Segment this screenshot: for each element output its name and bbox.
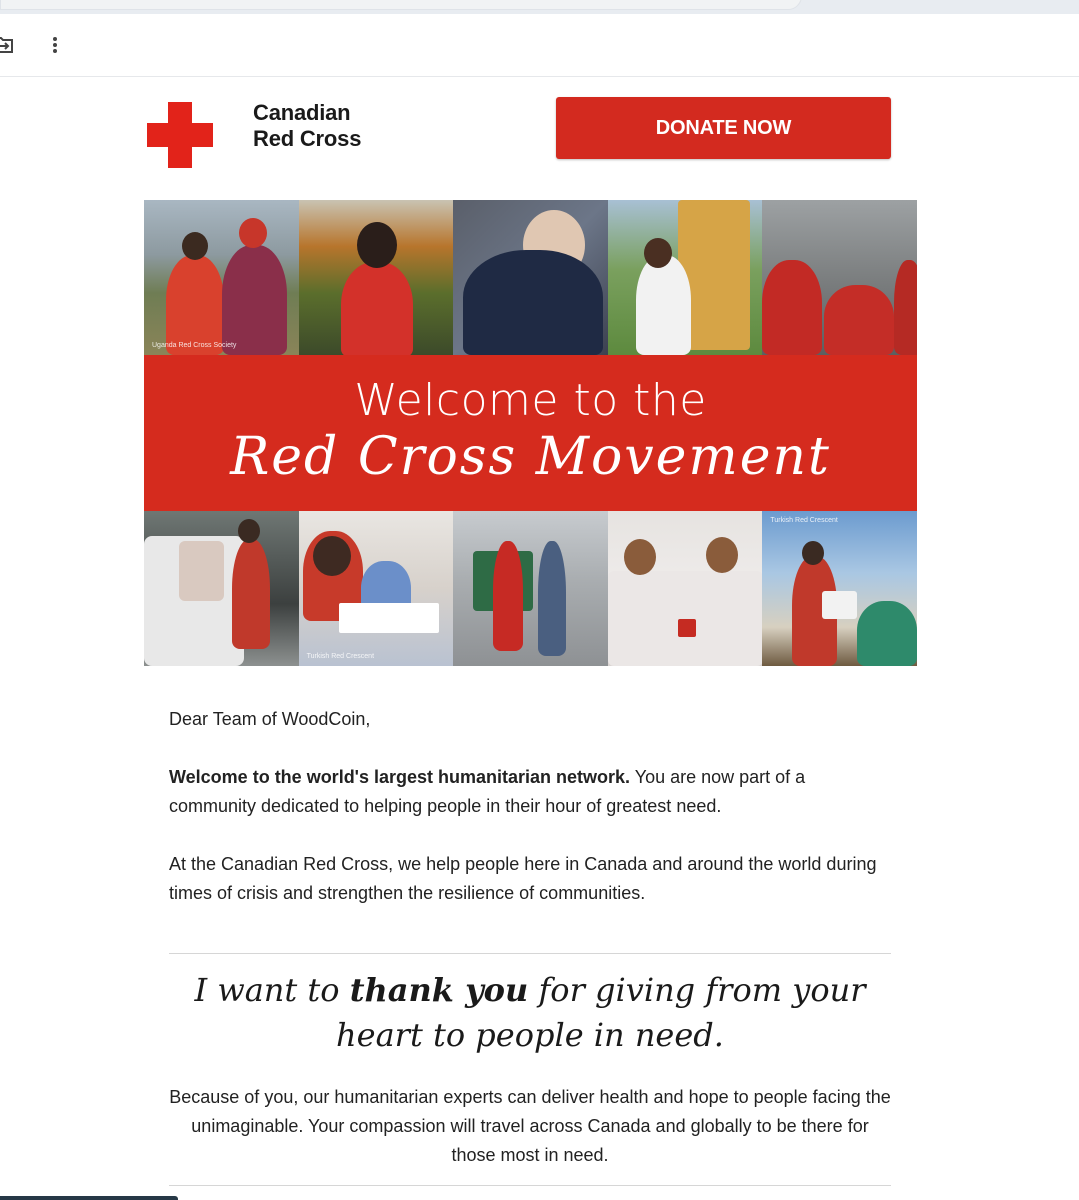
quote-before: I want to (194, 971, 350, 1009)
photo-rubble-volunteers (762, 200, 917, 355)
welcome-banner (144, 355, 917, 511)
photo-credit: Uganda Red Cross Society (152, 342, 237, 349)
move-to-icon[interactable] (0, 32, 16, 58)
taskbar-edge (0, 1196, 178, 1200)
quote-bold: thank you (349, 971, 529, 1009)
browser-top-strip (0, 0, 1079, 14)
greeting: Dear Team of WoodCoin, (169, 709, 371, 729)
more-options-icon[interactable] (44, 32, 68, 58)
closing-paragraph: Because of you, our humanitarian experts can deliver health and hope to people facing the unimaginable. Your compassion will travel across Canada and globally to be there for those most in need. (169, 1087, 891, 1165)
banner-line1: Welcome to the (354, 375, 707, 426)
quote-after: for giving from your heart to people in need. (336, 971, 866, 1054)
divider (169, 1185, 891, 1186)
donate-now-button[interactable]: DONATE NOW (556, 97, 891, 159)
address-bar-edge (0, 0, 802, 10)
email-toolbar (0, 14, 1079, 77)
brand-name-line1: Canadian (253, 100, 351, 125)
hero-collage-image (144, 200, 917, 666)
photo-children-drawing (299, 511, 454, 666)
photo-warehouse (453, 511, 608, 666)
photo-relief-blankets (608, 511, 763, 666)
hero-photo-row-bottom (144, 511, 917, 666)
photo-embrace (453, 200, 608, 355)
hero-photo-row-top (144, 200, 917, 355)
photo-volunteer-autumn (299, 200, 454, 355)
banner-line2: Red Cross Movement (230, 427, 831, 487)
photo-credit: Turkish Red Crescent (306, 653, 375, 660)
photo-credit: Turkish Red Crescent (770, 517, 838, 524)
intro-paragraph (169, 763, 889, 821)
intro-bold: Welcome to the world's largest humanitarian network. (169, 767, 631, 787)
divider (169, 953, 891, 954)
photo-aid-distribution (762, 511, 917, 666)
intro-rest: You are now part of a community dedicated to helping people in their hour of greatest need. (169, 767, 806, 816)
photo-loading-car (144, 511, 299, 666)
thank-you-quote (169, 968, 891, 1058)
mission-paragraph: At the Canadian Red Cross, we help people here in Canada and around the world during times of crisis and strengthen the resilience of communities. (169, 854, 877, 903)
photo-carrying-boxes (608, 200, 763, 355)
brand-name-line2: Red Cross (253, 126, 362, 151)
brand-name (253, 100, 361, 152)
red-cross-logo-icon (147, 102, 213, 168)
photo-volunteers-field (144, 200, 299, 355)
